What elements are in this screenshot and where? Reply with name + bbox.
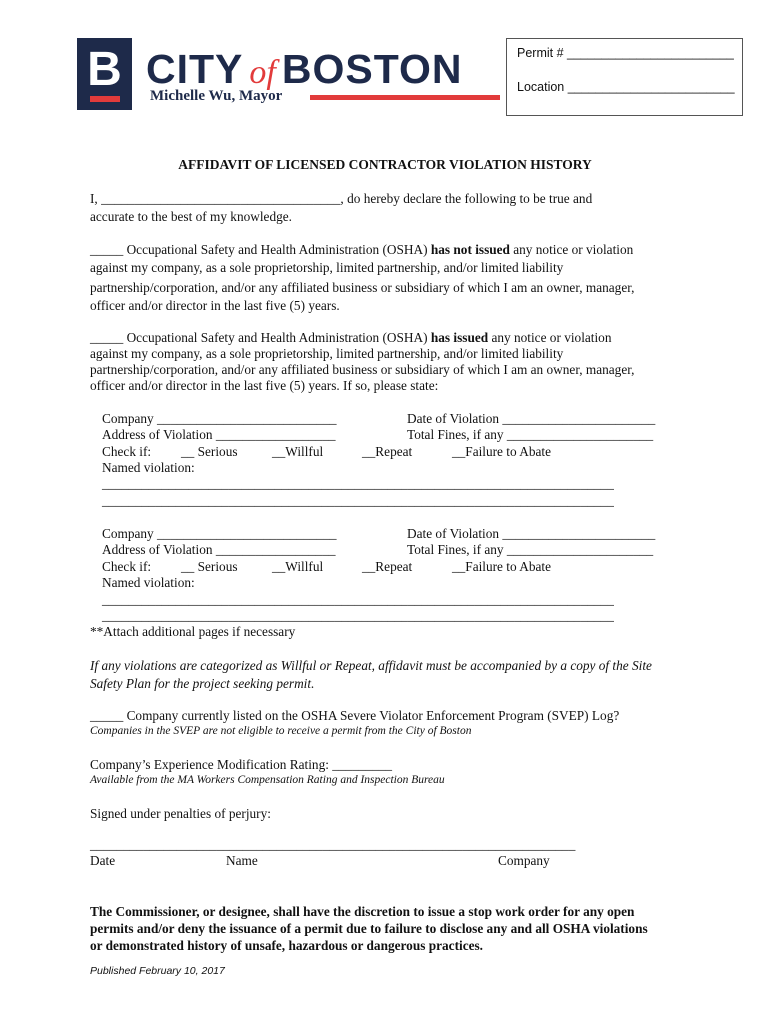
issued-line-3: partnership/corporation, and/or any affiliated business or subsidiary of which I am an owner, manager, [90,362,635,377]
published-date: Published February 10, 2017 [90,965,225,977]
logo-city: CITY [146,46,244,92]
document-title: AFFIDAVIT OF LICENSED CONTRACTOR VIOLATION HISTORY [178,157,592,172]
not-issued-line-4: officer and/or director in the last five (5) years. [90,298,340,313]
not-issued-line-1 [90,241,633,258]
svep-note: Companies in the SVEP are not eligible to receive a permit from the City of Boston [90,725,472,737]
issued-line-1 [90,329,611,346]
violation-2-failure[interactable]: __Failure to Abate [452,559,551,574]
issued-text-end: any notice or violation [488,330,612,345]
logo-red-rule [310,95,500,100]
violation-1-willful[interactable]: __Willful [272,444,324,459]
violation-2-fines[interactable]: Total Fines, if any ______________________ [407,542,654,557]
violation-1-repeat[interactable]: __Repeat [362,444,413,459]
location-field[interactable]: Location ________________________ [517,80,735,94]
logo-of: of [249,54,276,91]
violation-1-check-if: Check if: [102,444,152,459]
violation-1-date[interactable]: Date of Violation _______________________ [407,411,656,426]
commissioner-line-3: or demonstrated history of unsafe, hazardous or dangerous practices. [90,938,483,953]
not-issued-text: Occupational Safety and Health Administration (OSHA) [123,242,431,257]
signature-rule[interactable]: _________________________________________________________________________ [90,837,576,852]
svep-question[interactable]: _____ Company currently listed on the OSHA Severe Violator Enforcement Program (SVEP) Log? [90,708,620,723]
violation-2-named: Named violation: [102,575,195,590]
attach-note: **Attach additional pages if necessary [90,624,296,639]
issued-emphasis: has issued [430,330,489,345]
violation-2-repeat[interactable]: __Repeat [362,559,413,574]
willful-note-line-1: If any violations are categorized as Willful or Repeat, affidavit must be accompanied by a copy of the Site [90,658,652,673]
declaration-line-1: I, ____________________________________, do hereby declare the following to be true and [90,191,593,206]
not-issued-line-2: against my company, as a sole proprietorship, limited partnership, and/or limited liability [90,260,564,275]
logo-letter: B [87,43,122,96]
issued-line-2: against my company, as a sole proprietorship, limited partnership, and/or limited liability [90,346,564,361]
violation-2-date[interactable]: Date of Violation _______________________ [407,526,656,541]
signature-name-label: Name [226,853,258,868]
declaration-line-2: accurate to the best of my knowledge. [90,209,292,224]
violation-1-rule-1[interactable]: _____________________________________________________________________________ [102,476,614,491]
signature-date-label: Date [90,853,116,868]
not-issued-line-3: partnership/corporation, and/or any affiliated business or subsidiary of which I am an owner, manager, [90,280,635,295]
violation-1-company[interactable]: Company ___________________________ [102,411,337,426]
issued-text: Occupational Safety and Health Administration (OSHA) [123,330,431,345]
willful-note-line-2: Safety Plan for the project seeking permit. [90,676,315,691]
city-logo-mark [77,38,132,110]
violation-2-check-if: Check if: [102,559,152,574]
signature-heading: Signed under penalties of perjury: [90,806,271,821]
emr-field[interactable]: Company’s Experience Modification Rating: _________ [90,757,393,772]
commissioner-line-1: The Commissioner, or designee, shall have the discretion to issue a stop work order for any open [90,904,635,919]
logo-bar [90,96,120,102]
not-issued-checkbox-blank[interactable]: _____ [90,242,124,257]
violation-2-serious[interactable]: __ Serious [181,559,238,574]
logo-boston: BOSTON [281,46,463,92]
violation-2-address[interactable]: Address of Violation __________________ [102,542,336,557]
not-issued-text-end: any notice or violation [509,242,634,257]
commissioner-line-2: permits and/or deny the issuance of a permit due to failure to disclose any and all OSHA violations [90,921,648,936]
mayor-name: Michelle Wu, Mayor [150,88,283,104]
violation-1-fines[interactable]: Total Fines, if any ______________________ [407,427,654,442]
violation-2-willful[interactable]: __Willful [272,559,324,574]
issued-line-4: officer and/or director in the last five (5) years. If so, please state: [90,378,439,393]
violation-1-address[interactable]: Address of Violation __________________ [102,427,336,442]
permit-number-field[interactable]: Permit # ________________________ [517,46,734,60]
permit-box [506,38,743,116]
violation-1-rule-2[interactable]: _____________________________________________________________________________ [102,493,614,508]
emr-note: Available from the MA Workers Compensation Rating and Inspection Bureau [90,774,445,786]
violation-1-named: Named violation: [102,460,195,475]
issued-checkbox-blank[interactable]: _____ [90,330,124,345]
violation-2-company[interactable]: Company ___________________________ [102,526,337,541]
signature-company-label: Company [498,853,550,868]
violation-2-rule-2[interactable]: _____________________________________________________________________________ [102,608,614,623]
violation-2-rule-1[interactable]: _____________________________________________________________________________ [102,592,614,607]
not-issued-emphasis: has not issued [430,242,510,257]
violation-1-serious[interactable]: __ Serious [181,444,238,459]
violation-1-failure[interactable]: __Failure to Abate [452,444,551,459]
